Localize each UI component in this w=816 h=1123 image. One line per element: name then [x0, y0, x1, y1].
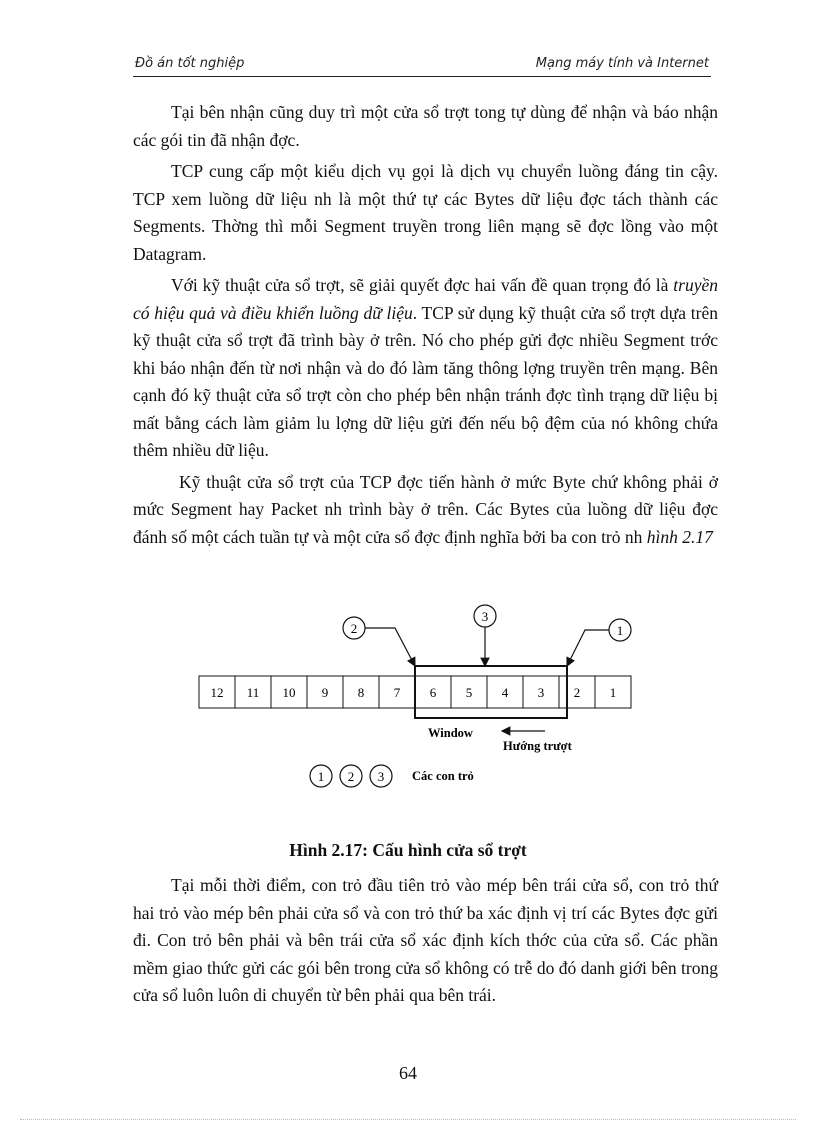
figure-reference: hình 2.17: [646, 526, 713, 547]
byte-cell-label: 8: [357, 685, 365, 700]
footer-divider: [20, 1119, 796, 1120]
page-header: [133, 50, 711, 77]
paragraph-3: [133, 272, 718, 465]
legend-number-3: 3: [377, 769, 385, 784]
byte-cell-label: 6: [429, 685, 437, 700]
pointer-1-arrow: [567, 630, 609, 666]
paragraph-5: Tại mỗi thời điểm, con trỏ đầu tiên trỏ vào mép bên trái cửa sổ, con trỏ thứ hai trỏ vào mép bên phải cửa sổ và con trỏ thứ ba xác định vị trí các Bytes đợc gửi đi. Con trỏ bên phải và bên trái cửa sổ xác định kích thớc của cửa sổ. Các phần mềm giao thức gửi các gói bên trong cửa sổ không có trễ do đó danh giới bên trong cửa sổ luôn luôn di chuyển từ bên phải qua bên trái.: [133, 875, 718, 1005]
body-text-top: [133, 99, 718, 555]
sliding-window-figure: [190, 598, 650, 798]
pointer-2-arrow: [365, 628, 415, 666]
paragraph-3-italic: truyền có hiệu quả và điều khiển luồng dữ liệu: [133, 275, 718, 323]
byte-cell-label: 3: [537, 685, 545, 700]
paragraph-3-text-end: . TCP sử dụng kỹ thuật cửa sổ trợt dựa trên kỹ thuật cửa sổ trợt đã trình bày ở trên. Nó cho phép gửi đợc nhiều Segment trớc khi báo nhận đến từ nơi nhận và do đó làm tăng thông lợng truyền trên mạng. Bên cạnh đó kỹ thuật cửa sổ trợt còn cho phép bên nhận tránh đợc tình trạng dữ liệu bị mất bằng cách làm giảm lu lợng dữ liệu gửi đến nếu bộ đệm của nó không chứa thêm nhiều dữ liệu.: [133, 302, 718, 460]
legend-number-1: 1: [317, 769, 325, 784]
header-left-title: Đồ án tốt nghiệp: [135, 56, 245, 71]
paragraph-4: [133, 469, 718, 552]
byte-cell-label: 4: [501, 685, 509, 700]
paragraph-1: Tại bên nhận cũng duy trì một cửa sổ trợt tong tự dùng để nhận và báo nhận các gói tin đã nhận đợc.: [133, 102, 718, 150]
byte-cell-label: 9: [321, 685, 329, 700]
byte-cell-label: 12: [210, 685, 224, 700]
paragraph-4-text: Kỹ thuật cửa sổ trợt của TCP đợc tiến hành ở mức Byte chứ không phải ở mức Segment hay Packet nh trình bày ở trên. Các Bytes của luồng dữ liệu đợc đánh số một cách tuần tự và một cửa sổ đợc định nghĩa bởi ba con trỏ nh: [133, 471, 718, 547]
legend-number-2: 2: [347, 769, 355, 784]
pointer-2-label: 2: [350, 621, 358, 636]
byte-cell-label: 10: [282, 685, 296, 700]
header-right-title: Mạng máy tính và Internet: [535, 56, 709, 71]
byte-cell-label: 2: [573, 685, 581, 700]
byte-cell-label: 11: [246, 685, 260, 700]
byte-cell-label: 7: [393, 685, 401, 700]
paragraph-2: TCP cung cấp một kiểu dịch vụ gọi là dịch vụ chuyển luồng đáng tin cậy. TCP xem luồng dữ liệu nh là một thứ tự các Bytes dữ liệu đợc tách thành các Segments. Thờng thì mỗi Segment truyền trong liên mạng sẽ đợc lồng vào một Datagram.: [133, 161, 718, 264]
page-number: 64: [399, 1063, 417, 1083]
byte-cell-label: 1: [609, 685, 617, 700]
figure-caption: Hình 2.17: Cấu hình cửa sổ trợt: [289, 840, 527, 860]
window-label: Window: [428, 726, 473, 740]
pointer-1-label: 1: [616, 623, 624, 638]
body-text-bottom: [133, 872, 718, 1014]
paragraph-3-text: Với kỹ thuật cửa sổ trợt, sẽ giải quyết đợc hai vấn đề quan trọng đó là: [171, 275, 674, 295]
pointer-3-label: 3: [481, 609, 489, 624]
direction-label: Hướng trượt: [503, 739, 572, 753]
byte-cell-label: 5: [465, 685, 473, 700]
legend-label: Các con trỏ: [412, 769, 474, 783]
